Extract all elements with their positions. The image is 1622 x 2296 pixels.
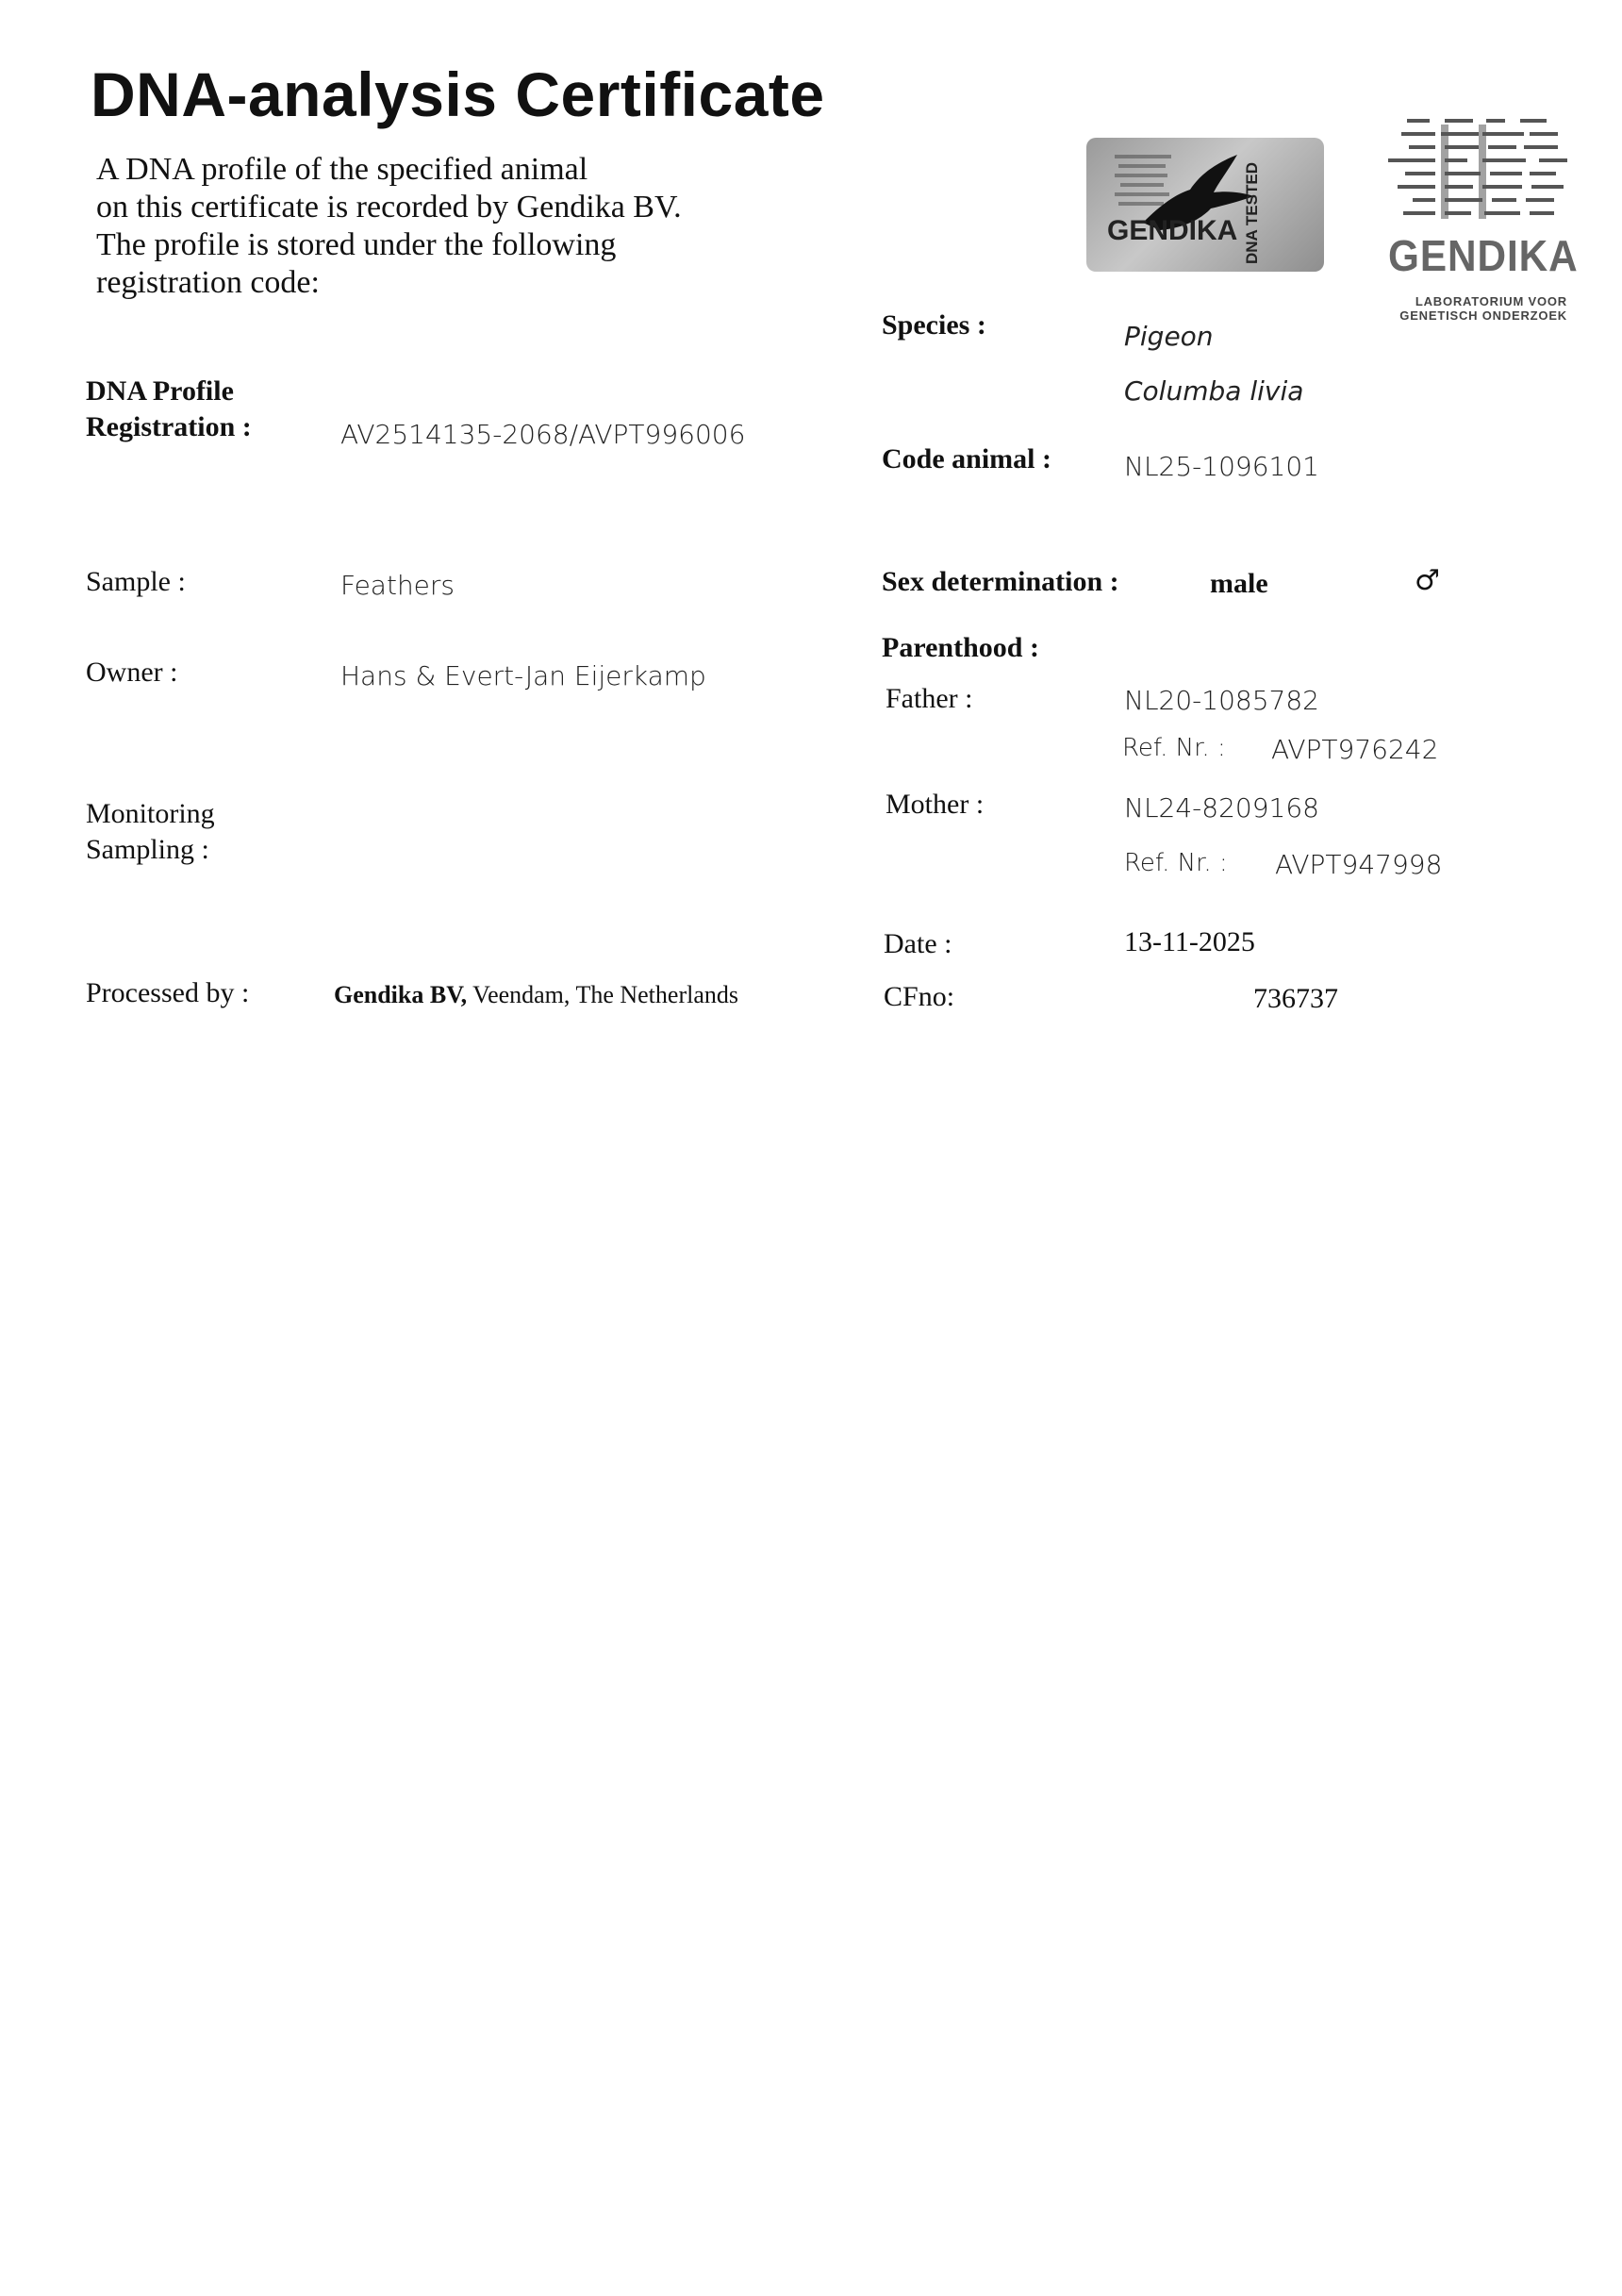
parenthood-label: Parenthood :: [882, 632, 1039, 663]
sticker-dna-tested: DNA TESTED: [1243, 162, 1261, 264]
intro-line: The profile is stored under the following: [96, 227, 617, 262]
processed-company: Gendika BV,: [334, 981, 468, 1008]
code-animal-label: Code animal :: [882, 443, 1051, 474]
owner-label: Owner :: [86, 657, 178, 688]
father-ref-value: AVPT976242: [1271, 734, 1439, 765]
bird-icon: [1086, 138, 1324, 272]
sample-value: Feathers: [340, 570, 455, 601]
sex-value: male: [1210, 568, 1268, 599]
mother-ref-value: AVPT947998: [1275, 849, 1443, 880]
father-label: Father :: [885, 683, 973, 714]
sex-label: Sex determination :: [882, 566, 1119, 597]
dna-tested-sticker: [1086, 138, 1324, 272]
date-value: 13-11-2025: [1124, 926, 1255, 957]
cfno-label: CFno:: [884, 981, 955, 1012]
mother-ref-label: Ref. Nr. :: [1124, 849, 1228, 877]
gendika-logo-icon: [1388, 115, 1567, 226]
owner-value: Hans & Evert-Jan Eijerkamp: [340, 660, 706, 691]
species-common: Pigeon: [1124, 321, 1214, 352]
sample-label: Sample :: [86, 566, 186, 597]
intro-line: registration code:: [96, 265, 320, 300]
mother-label: Mother :: [885, 789, 985, 820]
processed-location: Veendam, The Netherlands: [472, 981, 738, 1008]
sticker-brand: GENDIKA: [1107, 215, 1238, 246]
date-label: Date :: [884, 928, 952, 959]
monitoring-label-line1: Monitoring: [86, 798, 215, 829]
registration-label-line2: Registration :: [86, 411, 252, 442]
processed-label: Processed by :: [86, 977, 250, 1008]
cfno-value: 736737: [1253, 983, 1338, 1014]
logo-subtitle: LABORATORIUM VOOR GENETISCH ONDERZOEK: [1399, 294, 1567, 323]
processed-value: [334, 981, 738, 1009]
mother-value: NL24-8209168: [1124, 792, 1319, 824]
father-value: NL20-1085782: [1124, 685, 1319, 716]
male-symbol-icon: ♂: [1415, 564, 1440, 597]
intro-line: on this certificate is recorded by Gendika BV.: [96, 190, 682, 225]
logo-wordmark: GENDIKA: [1388, 231, 1579, 280]
species-label: Species :: [882, 309, 986, 341]
intro-paragraph: [96, 151, 813, 302]
intro-line: A DNA profile of the specified animal: [96, 152, 588, 187]
monitoring-label-line2: Sampling :: [86, 834, 209, 865]
father-ref-label: Ref. Nr. :: [1122, 734, 1226, 762]
certificate-title: DNA-analysis Certificate: [91, 59, 825, 129]
registration-label-line1: DNA Profile: [86, 375, 234, 407]
species-latin: Columba livia: [1124, 375, 1304, 407]
registration-value: AV2514135-2068/AVPT996006: [340, 419, 746, 450]
code-animal-value: NL25-1096101: [1124, 451, 1319, 482]
